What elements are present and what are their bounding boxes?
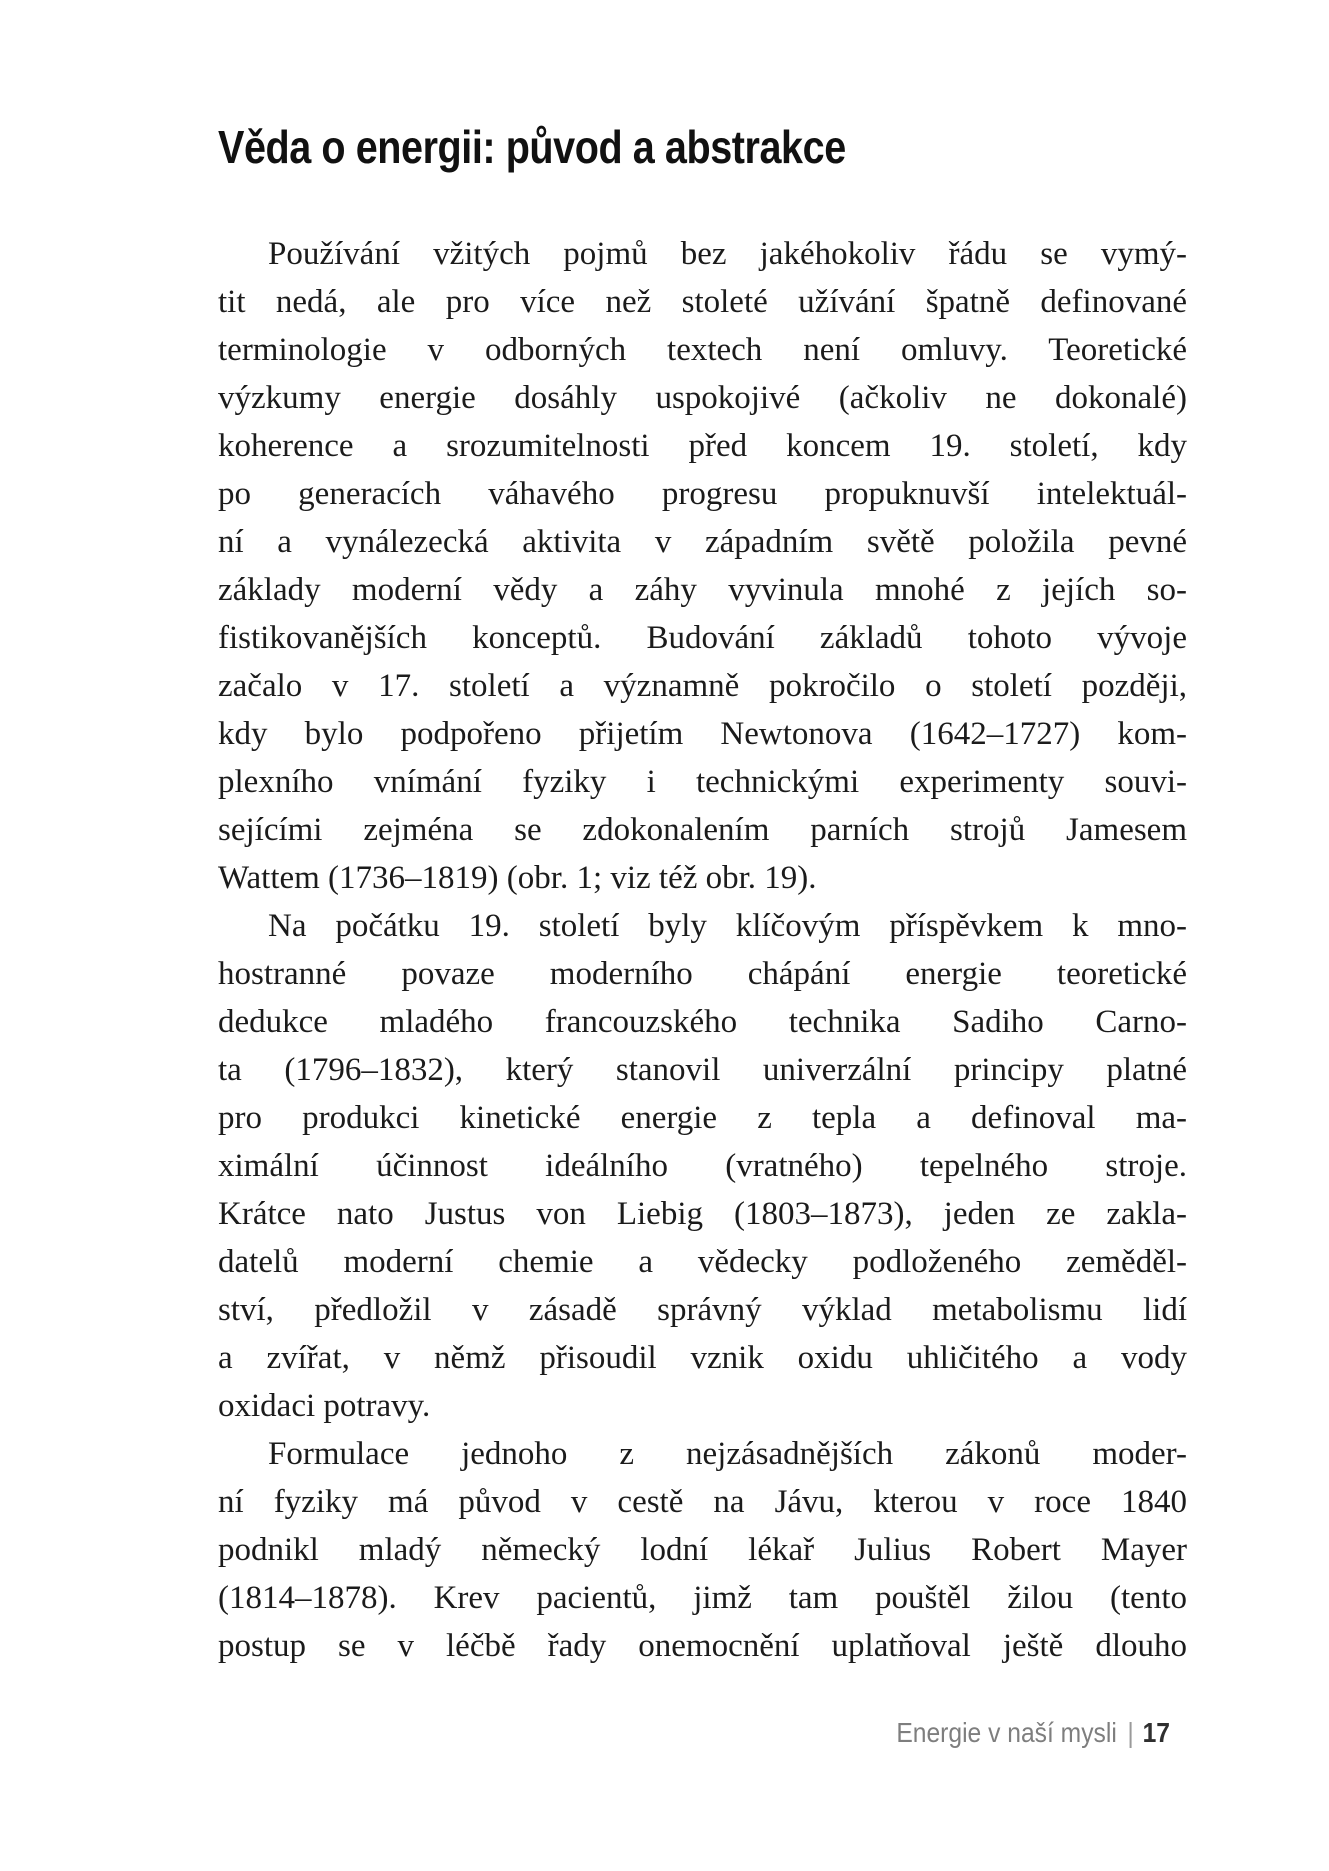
text-line: ní a vynálezecká aktivita v západním světě položila pevné [218,524,1187,560]
text-line: ximální účinnost ideálního (vratného) tepelného stroje. [218,1148,1187,1184]
text-line: terminologie v odborných textech není omluvy. Teoretické [218,332,1187,368]
text-line: postup se v léčbě řady onemocnění uplatňoval ještě dlouho [218,1628,1187,1664]
body-text-column [218,230,1187,1670]
text-line: (1814–1878). Krev pacientů, jimž tam pouštěl žilou (tento [218,1580,1187,1616]
footer-separator: | [1127,1717,1134,1748]
text-line: plexního vnímání fyziky i technickými experimenty souvi- [218,764,1187,800]
text-line: Používání vžitých pojmů bez jakéhokoliv řádu se vymý- [268,236,1187,272]
running-title: Energie v naší mysli [896,1717,1117,1748]
text-line: oxidaci potravy. [218,1388,431,1424]
text-line: pro produkci kinetické energie z tepla a definoval ma- [218,1100,1187,1136]
page-number: 17 [1142,1717,1170,1748]
text-line: podnikl mladý německý lodní lékař Julius Robert Mayer [218,1532,1187,1568]
text-line: ní fyziky má původ v cestě na Jávu, kterou v roce 1840 [218,1484,1187,1520]
chapter-heading: Věda o energii: původ a abstrakce [218,121,846,173]
text-line: dedukce mladého francouzského technika Sadiho Carno- [218,1004,1187,1040]
page-footer [896,1716,1170,1750]
text-line: základy moderní vědy a záhy vyvinula mnohé z jejích so- [218,572,1187,608]
text-line: ství, předložil v zásadě správný výklad metabolismu lidí [218,1292,1187,1328]
text-line: tit nedá, ale pro více než stoleté užívání špatně definované [218,284,1187,320]
text-line: fistikovanějších konceptů. Budování základů tohoto vývoje [218,620,1187,656]
text-line: koherence a srozumitelnosti před koncem 19. století, kdy [218,428,1187,464]
text-line: Wattem (1736–1819) (obr. 1; viz též obr. 19). [218,860,817,896]
text-line: Formulace jednoho z nejzásadnějších zákonů moder- [268,1436,1187,1472]
text-line: datelů moderní chemie a vědecky podloženého zeměděl- [218,1244,1187,1280]
text-line: Krátce nato Justus von Liebig (1803–1873), jeden ze zakla- [218,1196,1187,1232]
text-line: Na počátku 19. století byly klíčovým příspěvkem k mno- [268,908,1187,944]
text-line: sejícími zejména se zdokonalením parních strojů Jamesem [218,812,1187,848]
text-line: a zvířat, v němž přisoudil vznik oxidu uhličitého a vody [218,1340,1187,1376]
text-line: po generacích váhavého progresu propuknuvší intelektuál- [218,476,1187,512]
text-line: začalo v 17. století a významně pokročilo o století později, [218,668,1187,704]
text-line: výzkumy energie dosáhly uspokojivé (ačkoliv ne dokonalé) [218,380,1187,416]
text-line: ta (1796–1832), který stanovil univerzální principy platné [218,1052,1187,1088]
text-line: hostranné povaze moderního chápání energie teoretické [218,956,1187,992]
text-line: kdy bylo podpořeno přijetím Newtonova (1642–1727) kom- [218,716,1187,752]
